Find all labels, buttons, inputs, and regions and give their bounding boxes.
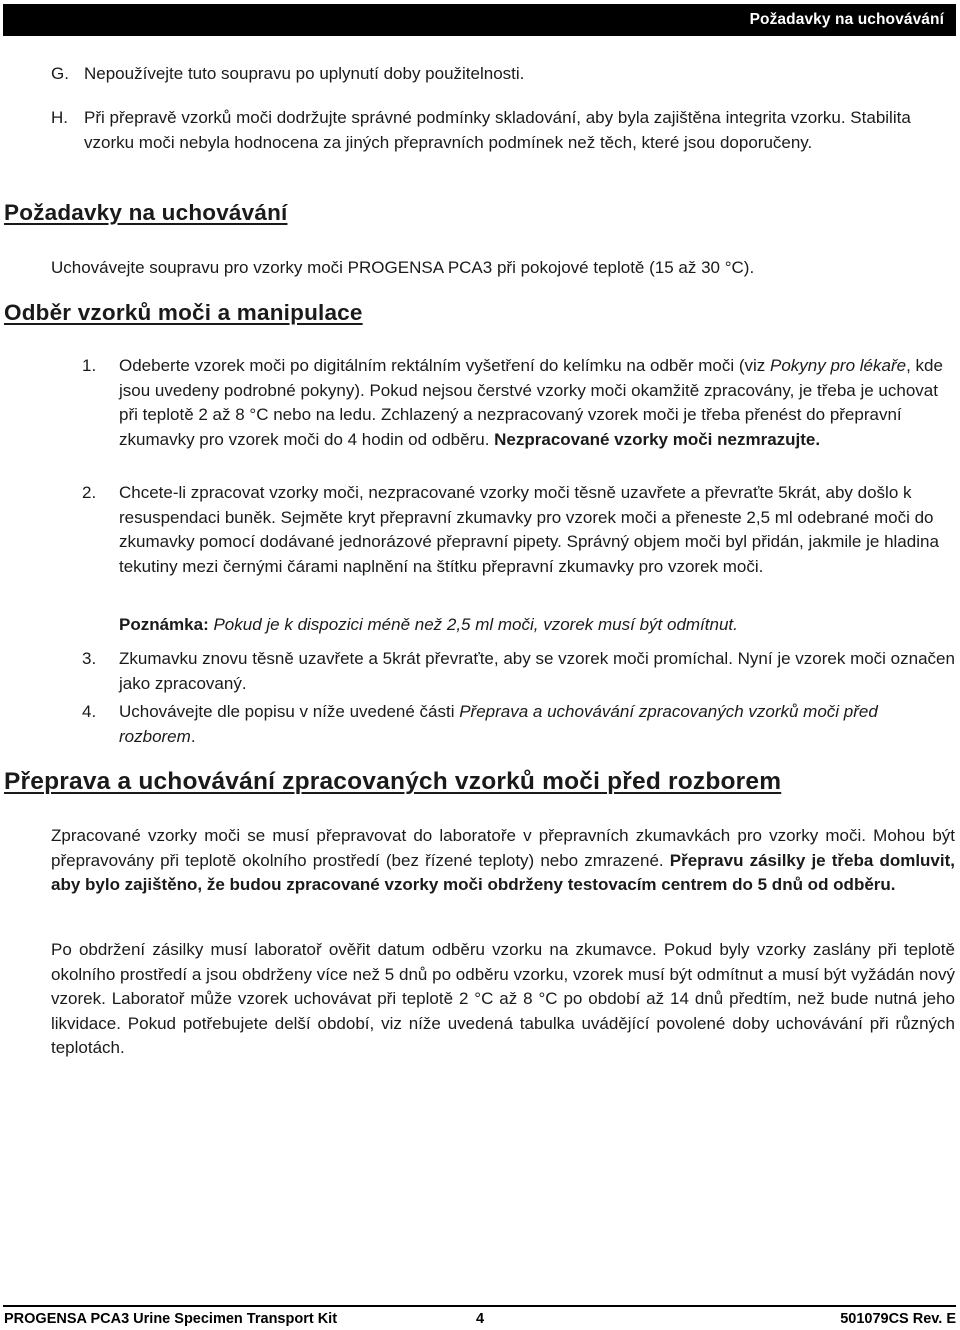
item-body: Zkumavku znovu těsně uzavřete a 5krát převraťte, aby se vzorek moči promíchal. Nyní je vzorek moči označen jako zpracovaný. [119,649,955,693]
numbered-item-3 [82,647,956,696]
paragraph-bold: Přepravu zásilky je třeba domluvit, aby bylo zajištěno, že budou zpracované vzorky moči obdrženy testovacím centrem do 5 dnů od odběru. [51,850,955,894]
heading-storage: Požadavky na uchovávání [4,200,288,225]
footer-page-number: 4 [476,1311,485,1327]
heading-collection: Odběr vzorků moči a manipulace [4,300,363,325]
item-italic: Pokyny pro lékaře [770,356,907,375]
transport-paragraph-2: Po obdržení zásilky musí laboratoř ověřit datum odběru vzorku na zkumavce. Pokud byly vzorky zaslány při teplotě okolního prostředí a jsou obdrženy více než 5 dnů po odběru vzorku, vzorek musí být odmítnut a musí být vyžádán nový vzorek. Laboratoř může vzorek uchovávat při teplotě 2 °C až 8 °C po období až 14 dnů předtím, než bude nutná jeho likvidace. Pokud potřebujete delší období, viz níže uvedená tabulka uvádějící povolené doby uchovávání při různých teplotách. [51,940,955,1057]
footer-rule [3,1305,956,1307]
storage-text: Uchovávejte soupravu pro vzorky moči PROGENSA PCA3 při pokojové teplotě (15 až 30 °C). [51,258,755,277]
item-body: Chcete-li zpracovat vzorky moči, nezpracované vzorky moči těsně uzavřete a převraťte 5krát, aby došlo k resuspendaci buněk. Sejměte kryt přepravní zkumavky pro vzorek moči a přeneste 2,5 ml odebrané moči do zkumavky pomocí dodávané jednorázové přepravní pipety. Správný objem moči byl přidán, jakmile je hladina tekutiny mezi černými čárami naplnění na štítku přepravní zkumavky pro vzorek moči. [119,483,939,576]
list-text: Nepoužívejte tuto soupravu po uplynutí doby použitelnosti. [84,64,525,83]
numbered-item-1 [82,354,956,452]
list-text: Při přepravě vzorků moči dodržujte správné podmínky skladování, aby byla zajištěna integrita vzorku. Stabilita vzorku moči nebyla hodnocena za jiných přepravních podmínek než těch, které jsou doporučeny. [84,108,911,152]
note-label: Poznámka: [119,615,209,634]
header-title: Požadavky na uchovávání [749,11,944,28]
list-label: H. [51,108,68,127]
note-text: Pokud je k dispozici méně než 2,5 ml moči, vzorek musí být odmítnut. [208,615,738,634]
item-text: , kde jsou uvedeny podrobné pokyny). Pokud nejsou čerstvé vzorky moči okamžitě zpracovány, je třeba je uchovat při teplotě 2 až 8 °C nebo na ledu. Zchlazený a nezpracovaný vzorek moči je třeba přenést do přepravní zkumavky pro vzorek moči do 4 hodin od odběru. [119,356,943,449]
paragraph-text: Zpracované vzorky moči se musí přepravovat do laboratoře v přepravních zkumavkách pro vzorky moči. Mohou být přepravovány při teplotě okolního prostředí (bez řízené teploty) nebo zmrazené. [51,826,955,870]
transport-paragraph-1 [51,824,955,898]
item-bold: Nezpracované vzorky moči nezmrazujte. [494,429,821,449]
item-number: 3. [82,649,97,668]
heading-transport: Přeprava a uchovávání zpracovaných vzorků moči před rozborem [4,768,782,795]
item-number: 1. [82,356,97,375]
header-bar [3,4,956,36]
numbered-item-4 [82,700,956,749]
numbered-item-2 [82,481,956,579]
item-body [82,700,956,749]
item-italic: Přeprava a uchovávání zpracovaných vzorků moči před rozborem [119,702,878,746]
footer-product: PROGENSA PCA3 Urine Specimen Transport Kit [4,1311,338,1327]
list-label: G. [51,64,69,83]
footer-doc-code: 501079CS Rev. E [840,1311,956,1327]
list-item-g [51,62,956,87]
item-number: 4. [82,702,97,721]
item-body [82,354,956,452]
item-text: . [190,726,196,746]
note [119,613,956,638]
item-number: 2. [82,483,97,502]
item-text: Uchovávejte dle popisu v níže uvedené části [119,702,460,721]
item-text: Odeberte vzorek moči po digitálním rektálním vyšetření do kelímku na odběr moči (viz [119,356,770,375]
list-item-h [51,106,956,155]
